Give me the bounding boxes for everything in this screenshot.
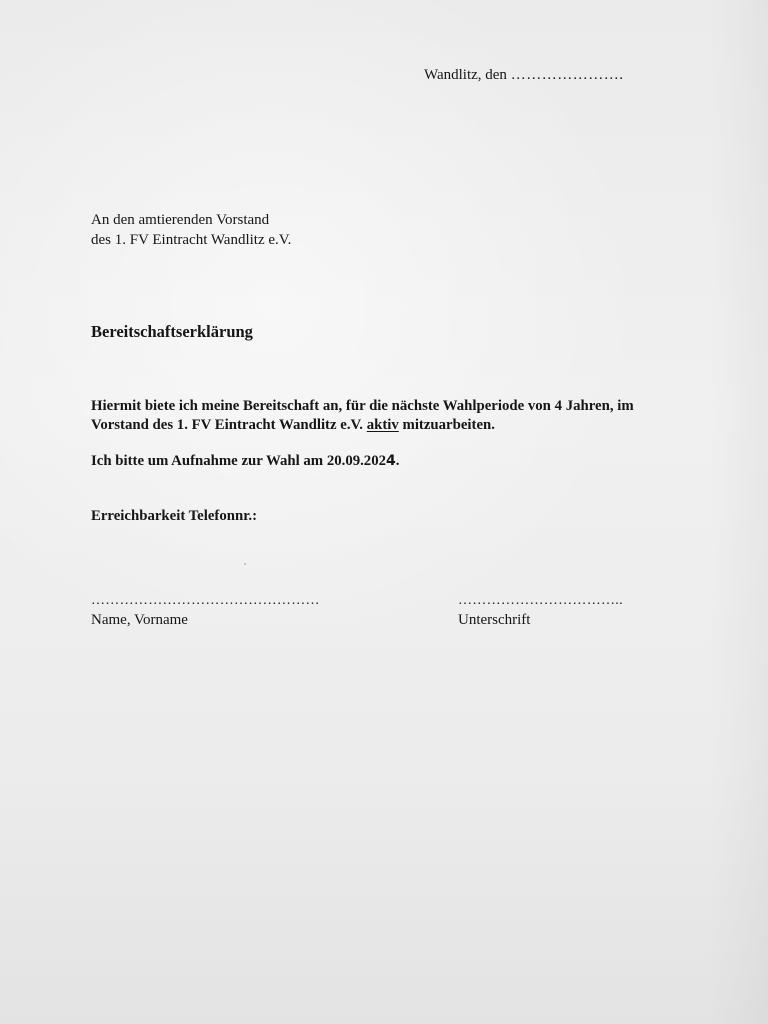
document-title: Bereitschaftserklärung: [91, 322, 253, 341]
signature-blank: ……………………………..: [458, 593, 623, 608]
place-date-line: [424, 67, 623, 84]
body-line-2: [91, 417, 495, 434]
election-request: [91, 453, 399, 470]
signature-label: Unterschrift: [458, 612, 531, 628]
page-shadow: [708, 0, 768, 1024]
election-request-end: .: [395, 453, 400, 469]
name-label: Name, Vorname: [91, 612, 188, 628]
phone-label: Erreichbarkeit Telefonnr.:: [91, 508, 258, 524]
recipient-line-1: An den amtierenden Vorstand: [91, 212, 270, 228]
place-label: Wandlitz, den: [424, 67, 507, 83]
election-request-text: Ich bitte um Aufnahme zur Wahl am 20.09.202: [91, 453, 387, 469]
emphasis-aktiv: aktiv: [366, 417, 399, 433]
name-blank: …………………………………………: [91, 593, 320, 608]
body-line-2-end: mitzuarbeiten.: [402, 417, 495, 433]
body-line-1: Hiermit biete ich meine Bereitschaft an, für die nächste Wahlperiode von 4 Jahren, im: [91, 398, 634, 414]
body-line-2-start: Vorstand des 1. FV Eintracht Wandlitz e.V.: [91, 417, 364, 433]
handwritten-year-digit: 4: [386, 453, 396, 469]
recipient-line-2: des 1. FV Eintracht Wandlitz e.V.: [91, 232, 292, 248]
date-blank: ………………….: [510, 67, 624, 83]
paper-speck: [244, 563, 246, 565]
